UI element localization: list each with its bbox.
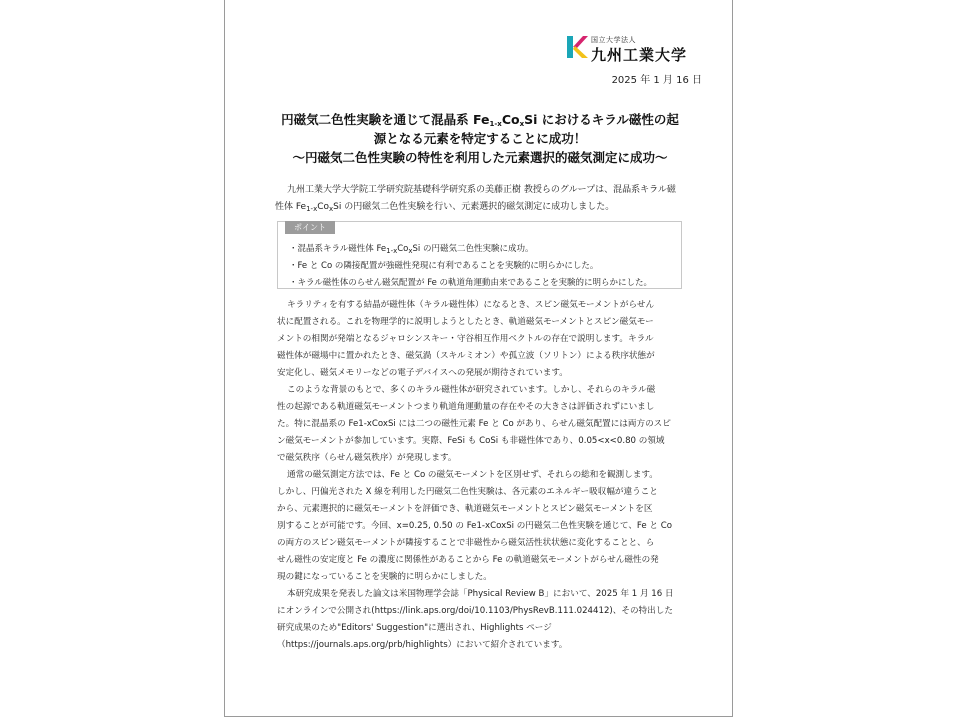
body-line: メントの相関が発端となるジャロシンスキー・守谷相互作用ベクトルの存在で説明します。キラル <box>277 334 654 344</box>
lead-line-2: 性体 $Fe_{1-x}Co_xSi$ の円磁気二色性実験を行い、元素選択的磁気測定に成功しました。 <box>275 202 615 213</box>
point-item-2: ・Fe と Co の隣接配置が強磁性発現に有利であることを実験的に明らかにした。 <box>289 261 599 271</box>
logo-subtitle: 国立大学法人 <box>591 36 636 44</box>
points-label: ポイント <box>285 221 335 234</box>
point-item-1: ・混晶系キラル磁性体 $Fe_{1-x}Co_xSi$ の円磁気二色性実験に成功。 <box>289 244 534 255</box>
release-date: 2025 年 1 月 16 日 <box>611 75 702 86</box>
body-line: 安定化し、磁気メモリーなどの電子デバイスへの発展が期待されています。 <box>277 368 568 378</box>
lead-line-1: 九州工業大学大学院工学研究院基礎科学研究系の美藤正樹 教授らのグループは、混晶系キラル磁 <box>287 185 676 195</box>
body-line: で磁気秩序（らせん磁気秩序）が発現します。 <box>277 453 457 463</box>
title-line-1: 円磁気二色性実験を通じて混晶系 $Fe_{1-x}Co_xSi$ におけるキラル磁性の起 <box>281 112 679 128</box>
body-line: 研究成果のため"Editors' Suggestion"に選出され、Highlights ページ <box>277 623 552 633</box>
title-line-2: 源となる元素を特定することに成功！ <box>373 131 587 146</box>
body-line: 通常の磁気測定方法では、Fe と Co の磁気モーメントを区別せず、それらの総和を観測します。 <box>287 470 658 480</box>
point-item-3: ・キラル磁性体のらせん磁気配置が Fe の軌道角運動由来であることを実験的に明らかにした。 <box>289 278 653 288</box>
body-line: 状に配置される。これを物理学的に説明しようとしたとき、軌道磁気モーメントとスピン磁気モー <box>277 317 654 327</box>
subtitle-line: 〜円磁気二色性実験の特性を利用した元素選択的磁気測定に成功〜 <box>292 150 668 165</box>
body-line: せん磁性の安定度と Fe の濃度に関係性があることから Fe の軌道磁気モーメントがらせん磁性の発 <box>277 555 659 565</box>
body-line: た。特に混晶系の Fe1-xCoxSi には二つの磁性元素 Fe と Co があり、らせん磁気配置には両方のスピ <box>277 419 671 429</box>
body-line: キラリティを有する結晶が磁性体（キラル磁性体）になるとき、スピン磁気モーメントがらせん <box>287 300 655 310</box>
logo-name: 九州工業大学 <box>591 46 688 64</box>
body-line: 性の起源である軌道磁気モーメントつまり軌道角運動量の存在やその大きさは評価されずにいまし <box>277 402 655 412</box>
body-line: の両方のスピン磁気モーメントが隣接することで非磁性から磁気活性状状態に変化することと、ら <box>277 538 655 548</box>
university-logo <box>565 34 715 64</box>
body-line: しかし、円偏光された X 線を利用した円磁気二色性実験は、各元素のエネルギー吸収幅が違うこと <box>277 487 658 497</box>
body-line: 本研究成果を発表した論文は米国物理学会誌「Physical Review B」において、2025 年 1 月 16 日 <box>287 589 674 599</box>
document-page <box>224 0 733 717</box>
body-line: から、元素選択的に磁気モーメントを評価でき、軌道磁気モーメントとスピン磁気モーメントを区 <box>277 504 653 514</box>
kyutech-k-logo-icon <box>565 34 589 60</box>
body-line: 現の鍵になっていることを実験的に明らかにしました。 <box>277 572 492 582</box>
body-line: 磁性体が磁場中に置かれたとき、磁気渦（スキルミオン）や孤立波（ソリトン）による秩序状態が <box>277 351 655 361</box>
body-line: このような背景のもとで、多くのキラル磁性体が研究されています。しかし、それらのキラル磁 <box>287 385 656 395</box>
body-line: （https://journals.aps.org/prb/highlights）において紹介されています。 <box>277 640 568 650</box>
body-line: 別することが可能です。今回、x=0.25, 0.50 の Fe1-xCoxSi の円磁気二色性実験を通じて、Fe と Co <box>277 521 672 531</box>
body-line: ン磁気モーメントが参加しています。実際、FeSi も CoSi も非磁性体であり、0.05<x<0.80 の領域 <box>277 436 665 446</box>
body-line: にオンラインで公開され(https://link.aps.org/doi/10.1103/PhysRevB.111.024412)、その特出した <box>277 606 673 616</box>
